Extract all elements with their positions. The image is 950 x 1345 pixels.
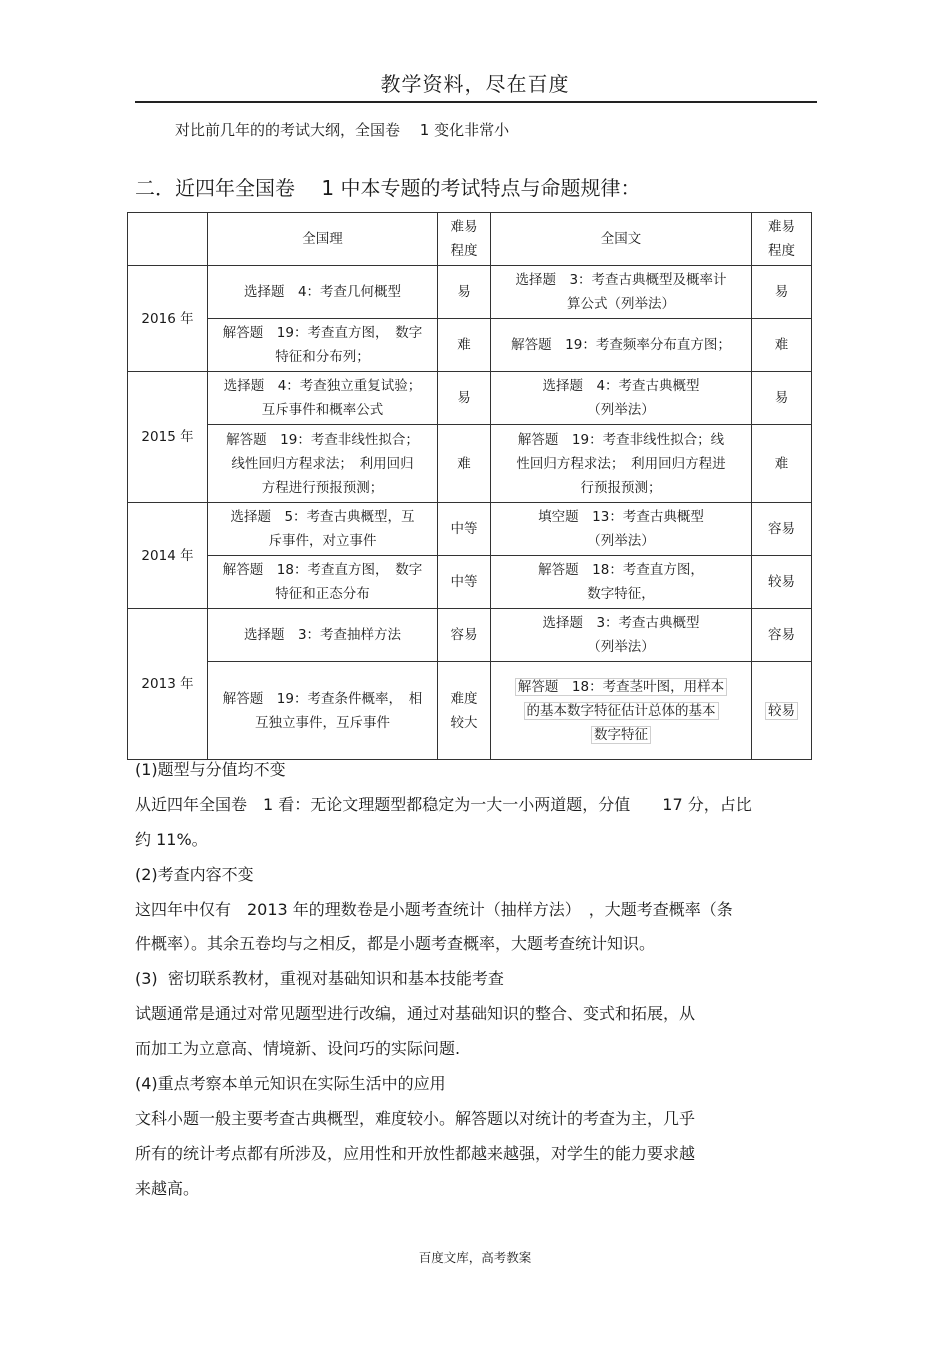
header-difficulty-science (438, 213, 491, 266)
point-4-line: 文科小题一般主要考查古典概型，难度较小。解答题以对统计的考查为主，几乎 (135, 1109, 696, 1128)
arts-cell-line: （列举法） (587, 639, 655, 655)
science-cell-line: 解答题 18：考查直方图， 数字 (222, 562, 423, 578)
science-cell-line: 方程进行预报预测； (261, 479, 384, 496)
arts-cell-line: 解答题 19：考查非线性拟合；线 (517, 431, 725, 448)
arts-cell-line: 解答题 18：考查茎叶图，用样本 (515, 678, 727, 696)
arts-cell-line-wrap (497, 611, 745, 635)
science-difficulty-cell-line-wrap (444, 517, 484, 541)
science-cell-line: 互独立事件，互斥事件 (255, 714, 390, 731)
science-difficulty-cell (438, 425, 491, 503)
science-cell-line: 解答题 19：考查非线性拟合； (226, 431, 419, 448)
header-science: 全国理 (208, 213, 438, 266)
arts-cell (491, 266, 752, 319)
arts-difficulty-cell-line: 容易 (768, 521, 795, 537)
science-cell-line-wrap (214, 687, 431, 711)
arts-difficulty-cell-line-wrap (758, 452, 805, 476)
year-cell: 2016 年 (128, 266, 208, 372)
arts-cell-line: 的基本数字特征估计总体的基本 (524, 702, 719, 720)
arts-difficulty-cell-line-wrap (758, 280, 805, 304)
science-difficulty-cell-line: 易 (457, 390, 471, 406)
arts-difficulty-cell (752, 609, 812, 662)
header-divider (135, 101, 817, 103)
science-cell-line: 选择题 4：考查几何概型 (243, 284, 402, 300)
arts-difficulty-cell (752, 425, 812, 503)
table-row (128, 609, 812, 662)
header-difficulty-line: 难易 (450, 219, 478, 235)
science-cell-line-wrap (214, 623, 431, 647)
arts-cell-line-wrap (497, 476, 745, 500)
science-difficulty-cell-line: 难度 (450, 690, 478, 707)
arts-cell-line-wrap (497, 723, 745, 747)
arts-difficulty-cell-line: 难 (774, 455, 789, 472)
point-4-line: 所有的统计考点都有所涉及，应用性和开放性都越来越强，对学生的能力要求越 (135, 1144, 696, 1163)
arts-difficulty-cell-line-wrap (758, 517, 805, 541)
header-difficulty-line: 难易 (768, 219, 795, 235)
science-cell-line: 选择题 4：考查独立重复试验； (223, 378, 422, 394)
science-difficulty-cell (438, 556, 491, 609)
science-cell-line: 线性回归方程求法； 利用回归 (231, 455, 414, 472)
arts-difficulty-cell-line-wrap (758, 570, 805, 594)
science-cell-line: 互斥事件和概率公式 (261, 402, 384, 418)
table-row (128, 266, 812, 319)
arts-difficulty-cell-line-wrap (758, 623, 805, 647)
arts-cell-line: 数字特征 (591, 726, 651, 744)
arts-cell-line: 数字特征， (587, 586, 655, 602)
arts-cell-line-wrap (497, 452, 745, 476)
arts-difficulty-cell-line-wrap (758, 699, 805, 723)
science-cell-line-wrap (214, 321, 431, 345)
arts-difficulty-cell-line: 较易 (765, 702, 798, 720)
table-header-row (128, 213, 812, 266)
header-difficulty-line: 程度 (768, 243, 795, 259)
science-cell (208, 662, 438, 760)
science-cell-line: 解答题 19：考查直方图， 数字 (222, 325, 423, 341)
arts-cell-line-wrap (497, 558, 745, 582)
science-difficulty-cell-line-wrap (444, 386, 484, 410)
point-2-line: 这四年中仅有 2013 年的理数卷是小题考查统计（抽样方法） ，大题考查概率（条 (135, 900, 733, 919)
arts-cell (491, 609, 752, 662)
arts-cell-line: 行预报预测； (580, 479, 662, 496)
arts-cell (491, 372, 752, 425)
science-difficulty-cell-line: 中等 (450, 521, 478, 537)
header-difficulty-line: 程度 (450, 243, 478, 259)
header-blank-cell (128, 213, 208, 266)
science-cell-line-wrap (214, 428, 431, 452)
arts-difficulty-cell-line: 难 (774, 337, 789, 353)
arts-cell-line-wrap (497, 699, 745, 723)
science-difficulty-cell-line-wrap (444, 452, 484, 476)
science-difficulty-cell-line: 难 (457, 455, 471, 472)
year-cell: 2013 年 (128, 609, 208, 760)
table-row (128, 556, 812, 609)
intro-text: 对比前几年的的考试大纲，全国卷 1 变化非常小 (175, 121, 510, 139)
arts-cell (491, 556, 752, 609)
arts-cell-line: 选择题 3：考查古典概型及概率计 (515, 272, 727, 288)
science-cell (208, 425, 438, 503)
science-difficulty-cell-line-wrap (444, 333, 484, 357)
arts-cell-line: （列举法） (587, 533, 655, 549)
arts-cell-line: 填空题 13：考查古典概型 (538, 509, 704, 525)
arts-cell-line: （列举法） (587, 402, 655, 418)
science-cell-line-wrap (214, 452, 431, 476)
science-difficulty-cell-line-wrap (444, 280, 484, 304)
arts-cell-line-wrap (497, 582, 745, 606)
section-heading: 二．近四年全国卷 1 中本专题的考试特点与命题规律： (135, 176, 641, 200)
science-cell-line: 选择题 5：考查古典概型，互 (230, 509, 415, 525)
science-difficulty-cell-line: 中等 (450, 574, 478, 590)
point-2-line: 件概率）。其余五卷均与之相反，都是小题考查概率，大题考查统计知识。 (135, 934, 656, 953)
arts-cell (491, 503, 752, 556)
arts-cell-line-wrap (497, 333, 745, 357)
arts-cell (491, 425, 752, 503)
arts-cell-line-wrap (497, 292, 745, 316)
arts-cell (491, 662, 752, 760)
header-arts: 全国文 (491, 213, 752, 266)
arts-cell-line-wrap (497, 635, 745, 659)
arts-difficulty-cell (752, 372, 812, 425)
table-body (128, 213, 812, 760)
arts-difficulty-cell-line: 较易 (768, 574, 795, 590)
arts-cell-line: 解答题 18：考查直方图， (538, 562, 704, 578)
science-cell-line-wrap (214, 398, 431, 422)
arts-difficulty-cell-line: 容易 (768, 627, 795, 643)
page-footer: 百度文库，高考教案 (418, 1250, 532, 1265)
arts-cell-line-wrap (497, 398, 745, 422)
arts-difficulty-cell (752, 503, 812, 556)
arts-difficulty-cell (752, 319, 812, 372)
science-difficulty-cell-line: 易 (457, 284, 471, 300)
science-difficulty-cell (438, 266, 491, 319)
science-cell-line: 特征和正态分布 (275, 586, 370, 602)
table-row (128, 503, 812, 556)
arts-cell-line: 算公式（列举法） (567, 296, 675, 312)
year-cell: 2015 年 (128, 372, 208, 503)
arts-difficulty-cell-line: 易 (774, 390, 789, 406)
arts-cell (491, 319, 752, 372)
science-difficulty-cell (438, 372, 491, 425)
arts-difficulty-cell (752, 266, 812, 319)
arts-cell-line-wrap (497, 529, 745, 553)
science-cell (208, 503, 438, 556)
science-cell (208, 266, 438, 319)
arts-cell-line-wrap (497, 505, 745, 529)
science-difficulty-cell (438, 662, 491, 760)
science-difficulty-cell-line-wrap (444, 570, 484, 594)
arts-difficulty-cell-line-wrap (758, 386, 805, 410)
science-cell-line-wrap (214, 529, 431, 553)
science-cell-line-wrap (214, 711, 431, 735)
year-cell: 2014 年 (128, 503, 208, 609)
science-cell-line-wrap (214, 345, 431, 369)
science-cell-line-wrap (214, 280, 431, 304)
science-difficulty-cell-line: 较大 (450, 714, 478, 731)
arts-difficulty-cell-line-wrap (758, 333, 805, 357)
point-1-heading: (1)题型与分值均不变 (135, 760, 286, 779)
science-cell-line-wrap (214, 582, 431, 606)
exam-summary-table (127, 212, 812, 760)
arts-cell-line: 解答题 19：考查频率分布直方图； (511, 337, 731, 353)
science-cell (208, 609, 438, 662)
science-difficulty-cell-line-wrap (444, 687, 484, 711)
science-difficulty-cell (438, 503, 491, 556)
science-cell-line: 斥事件，对立事件 (268, 533, 377, 549)
science-cell (208, 556, 438, 609)
arts-cell-line: 选择题 4：考查古典概型 (542, 378, 700, 394)
arts-difficulty-cell (752, 556, 812, 609)
science-cell-line: 解答题 19：考查条件概率， 相 (222, 690, 423, 707)
science-cell (208, 372, 438, 425)
point-1-line: 从近四年全国卷 1 看：无论文理题型都稳定为一大一小两道题，分值 17 分，占比 (135, 795, 752, 814)
science-difficulty-cell-line-wrap (444, 623, 484, 647)
arts-cell-line-wrap (497, 268, 745, 292)
arts-cell-line-wrap (497, 428, 745, 452)
point-3-line: 试题通常是通过对常见题型进行改编，通过对基础知识的整合、变式和拓展，从 (135, 1004, 696, 1023)
science-cell-line-wrap (214, 476, 431, 500)
page-header-title: 教学资料，尽在百度 (380, 72, 570, 96)
point-2-heading: (2)考查内容不变 (135, 865, 254, 884)
arts-difficulty-cell-line: 易 (774, 284, 789, 300)
table-row (128, 319, 812, 372)
point-1-line: 约 11%。 (135, 830, 208, 849)
arts-cell-line: 选择题 3：考查古典概型 (542, 615, 700, 631)
table-row (128, 372, 812, 425)
point-3-heading: (3) 密切联系教材，重视对基础知识和基本技能考查 (135, 969, 504, 988)
point-3-line: 而加工为立意高、情境新、设问巧的实际问题. (135, 1039, 461, 1058)
table-row (128, 425, 812, 503)
science-difficulty-cell (438, 609, 491, 662)
arts-cell-line-wrap (497, 374, 745, 398)
arts-cell-line-wrap (497, 675, 745, 699)
science-cell-line: 特征和分布列； (275, 349, 370, 365)
arts-cell-line: 性回归方程求法； 利用回归方程进 (516, 455, 726, 472)
table-row (128, 662, 812, 760)
science-difficulty-cell-line: 容易 (450, 627, 478, 643)
science-cell (208, 319, 438, 372)
point-4-line: 来越高。 (135, 1179, 200, 1198)
science-difficulty-cell-line-wrap (444, 711, 484, 735)
science-difficulty-cell-line: 难 (457, 337, 471, 353)
header-difficulty-arts (752, 213, 812, 266)
science-cell-line-wrap (214, 374, 431, 398)
science-cell-line-wrap (214, 505, 431, 529)
science-cell-line-wrap (214, 558, 431, 582)
arts-difficulty-cell (752, 662, 812, 760)
point-4-heading: (4)重点考察本单元知识在实际生活中的应用 (135, 1074, 446, 1093)
science-difficulty-cell (438, 319, 491, 372)
science-cell-line: 选择题 3：考查抽样方法 (243, 627, 402, 643)
